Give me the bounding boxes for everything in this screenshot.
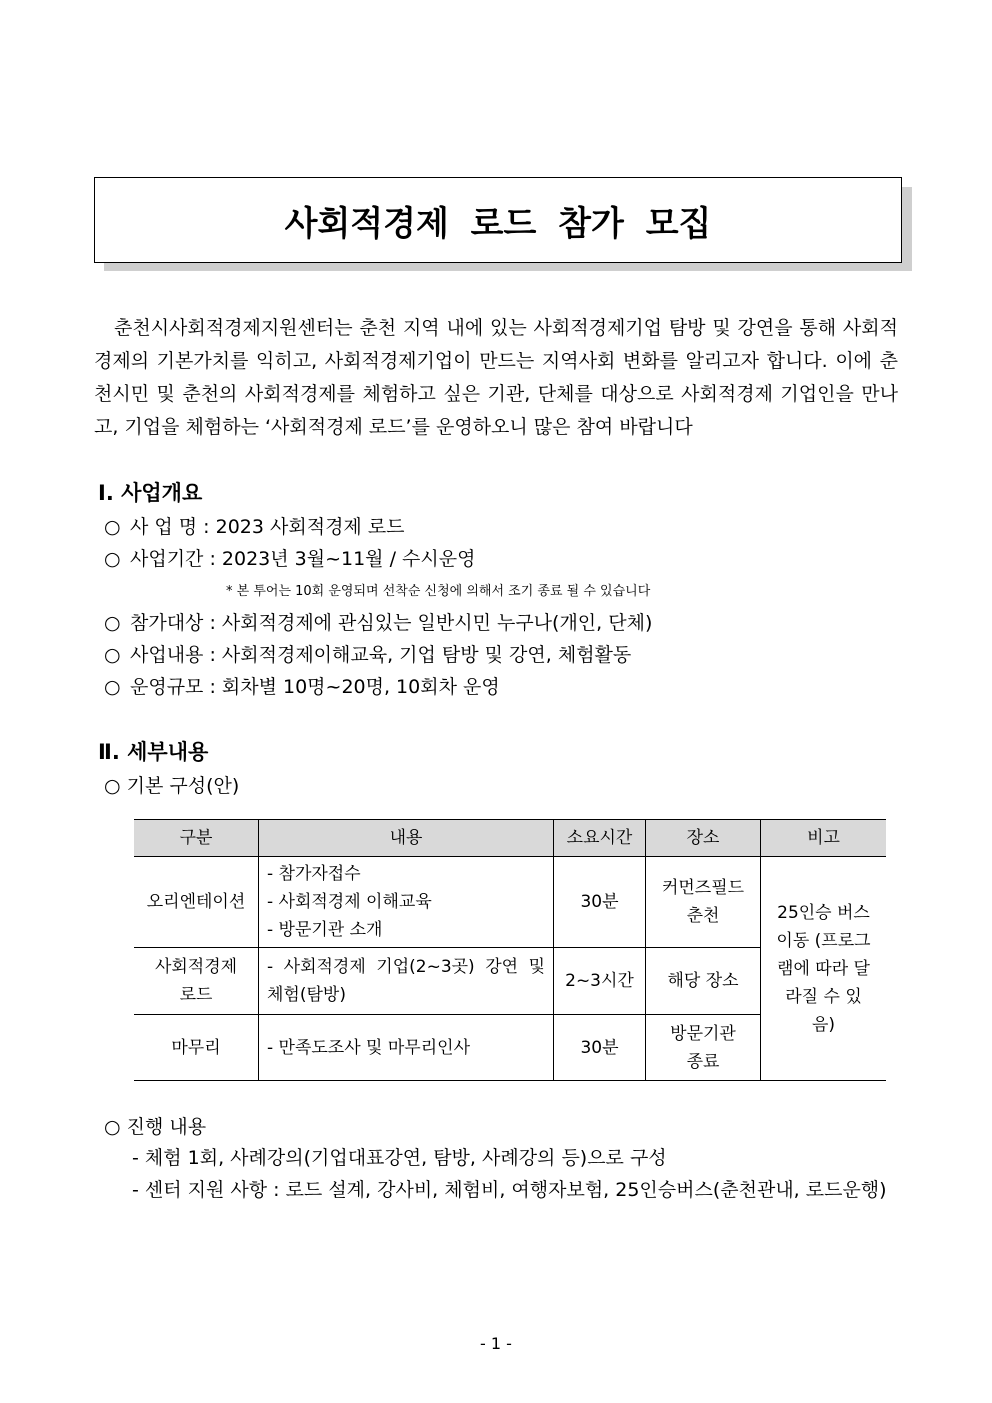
table-cell-time: 2~3시간 — [554, 948, 646, 1015]
document-title: 사회적경제 로드 참가 모집 — [94, 177, 902, 263]
table-header: 내용 — [259, 820, 554, 857]
overview-item-name: ○ 사 업 명 : 2023 사회적경제 로드 — [104, 516, 405, 538]
overview-item-period: ○ 사업기간 : 2023년 3월~11월 / 수시운영 — [104, 548, 476, 570]
schedule-table — [134, 819, 886, 1081]
table-header: 소요시간 — [554, 820, 646, 857]
overview-item-content: ○ 사업내용 : 사회적경제이해교육, 기업 탐방 및 강연, 체험활동 — [104, 644, 632, 666]
progress-item: - 센터 지원 사항 : 로드 설계, 강사비, 체험비, 여행자보험, 25인승버스(춘천관내, 로드운행) — [132, 1179, 887, 1201]
table-cell-contents: - 사회적경제 기업(2~3곳) 강연 및 체험(탐방) — [259, 948, 554, 1015]
table-cell-time: 30분 — [554, 1015, 646, 1081]
table-cell-category: 마무리 — [134, 1015, 259, 1081]
table-header: 비고 — [761, 820, 887, 857]
table-cell-place: 해당 장소 — [646, 948, 761, 1015]
table-cell-contents — [259, 857, 554, 948]
intro-paragraph — [94, 312, 898, 444]
table-header: 구분 — [134, 820, 259, 857]
overview-item-scale: ○ 운영규모 : 회차별 10명~20명, 10회차 운영 — [104, 676, 500, 698]
table-header-row — [134, 820, 886, 857]
content-line: - 방문기관 소개 — [267, 920, 383, 940]
table-row — [134, 857, 886, 948]
table-cell-contents: - 만족도조사 및 마무리인사 — [259, 1015, 554, 1081]
title-frame — [94, 177, 914, 275]
circle-bullet: ○ — [104, 516, 121, 538]
content-line: - 참가자접수 — [267, 864, 361, 884]
page-number: - 1 - — [480, 1334, 512, 1353]
table-cell-category: 오리엔테이션 — [134, 857, 259, 948]
table-header: 장소 — [646, 820, 761, 857]
table-cell-category: 사회적경제 로드 — [134, 948, 259, 1015]
circle-bullet: ○ — [104, 676, 121, 698]
content-line: - 사회적경제 이해교육 — [267, 892, 432, 912]
intro-text: 춘천시사회적경제지원센터는 춘천 지역 내에 있는 사회적경제기업 탐방 및 강연을 통해 사회적경제의 기본가치를 익히고, 사회적경제기업이 만드는 지역사회 변화를 알리고자 합니다. 이에 춘천시민 및 춘천의 사회적경제를 체험하고 싶은 기관, 단체를 대상으로 사회적경제 기업인을 만나고, 기업을 체험하는 ‘사회적경제 로드’를 운영하오니 많은 참여 바랍니다 — [94, 317, 898, 438]
section-heading-details: Ⅱ. 세부내용 — [98, 740, 209, 764]
table-cell-remark: 25인승 버스 이동 (프로그램에 따라 달라질 수 있음) — [761, 857, 887, 1081]
circle-bullet: ○ — [104, 644, 121, 666]
circle-bullet: ○ — [104, 612, 121, 634]
progress-item: - 체험 1회, 사례강의(기업대표강연, 탐방, 사례강의 등)으로 구성 — [132, 1147, 667, 1169]
basic-structure-label: ○ 기본 구성(안) — [104, 775, 240, 797]
progress-heading: ○ 진행 내용 — [104, 1116, 207, 1138]
circle-bullet: ○ — [104, 548, 121, 570]
table-cell-time: 30분 — [554, 857, 646, 948]
section-heading-overview: Ⅰ. 사업개요 — [98, 481, 203, 505]
overview-item-target: ○ 참가대상 : 사회적경제에 관심있는 일반시민 누구나(개인, 단체) — [104, 612, 653, 634]
overview-note: * 본 투어는 10회 운영되며 선착순 신청에 의해서 조기 종료 될 수 있습니다 — [226, 584, 651, 599]
table-cell-place: 방문기관 종료 — [646, 1015, 761, 1081]
table-cell-place: 커먼즈필드 춘천 — [646, 857, 761, 948]
